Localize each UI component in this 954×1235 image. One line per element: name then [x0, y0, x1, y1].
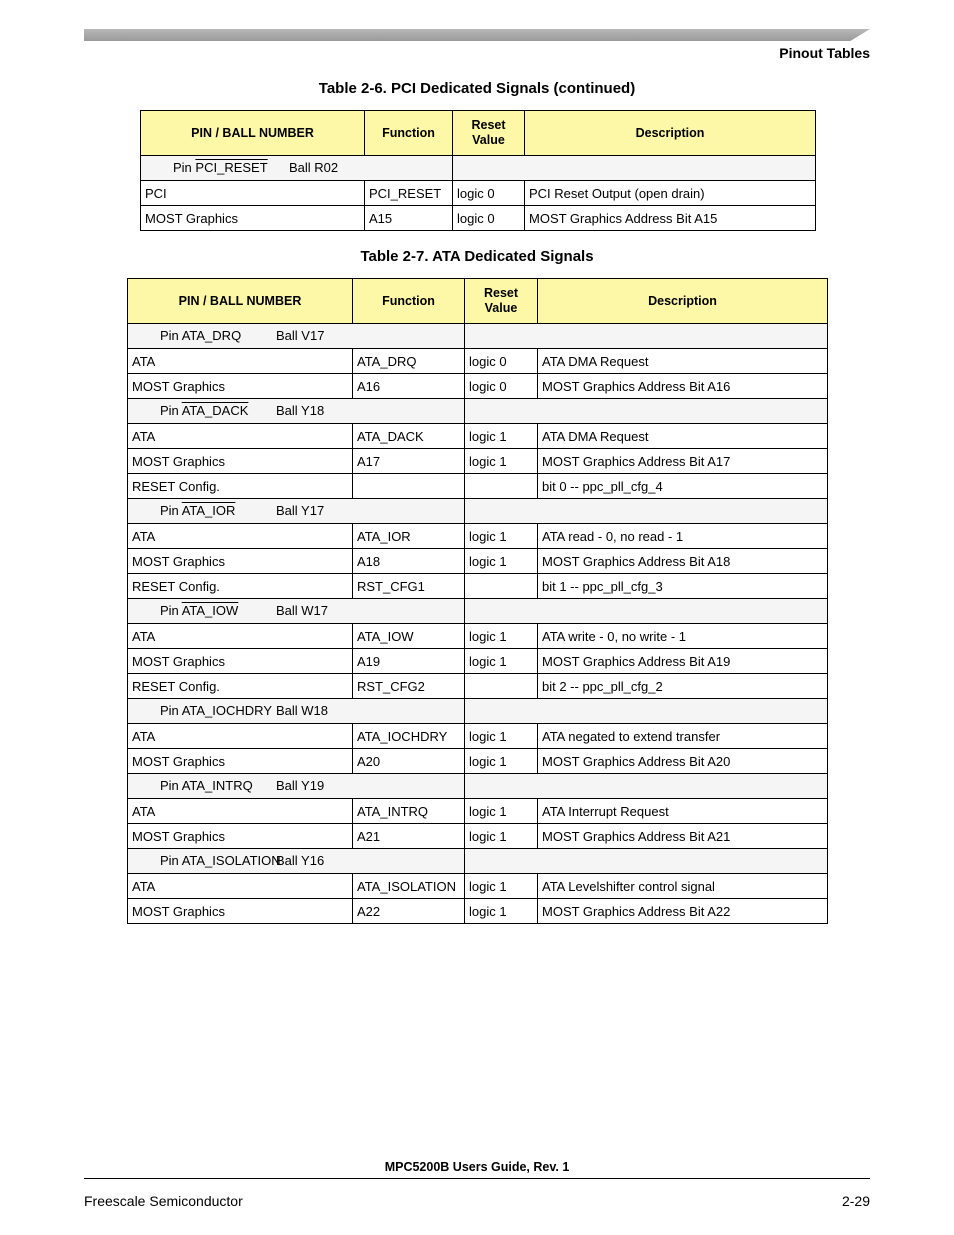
pin-row [128, 599, 828, 624]
cell-function: ATA_INTRQ [353, 799, 465, 824]
pin-row-blank [453, 156, 816, 181]
pin-name: PCI_RESET [195, 160, 268, 175]
ball-number: Ball R02 [289, 160, 339, 175]
cell-description: bit 0 -- ppc_pll_cfg_4 [538, 474, 828, 499]
ball-number: Ball Y16 [276, 853, 325, 868]
cell-description: MOST Graphics Address Bit A20 [538, 749, 828, 774]
cell-pin: MOST Graphics [141, 206, 365, 231]
table-row [128, 874, 828, 899]
cell-reset: logic 1 [465, 824, 538, 849]
cell-pin: ATA [128, 874, 353, 899]
pin-ball-cell [128, 699, 465, 724]
cell-pin: MOST Graphics [128, 899, 353, 924]
pin-ball-cell [128, 499, 465, 524]
col-header-reset: Reset Value [465, 279, 538, 324]
col-header-function: Function [365, 111, 453, 156]
table-row [128, 799, 828, 824]
header-rule [84, 29, 870, 41]
pin-row-blank [465, 499, 828, 524]
cell-description: bit 2 -- ppc_pll_cfg_2 [538, 674, 828, 699]
pin-prefix: Pin [160, 403, 179, 418]
cell-pin: MOST Graphics [128, 449, 353, 474]
cell-reset: logic 0 [465, 374, 538, 399]
pin-row [128, 699, 828, 724]
cell-pin: ATA [128, 524, 353, 549]
cell-description: ATA write - 0, no write - 1 [538, 624, 828, 649]
pin-row [141, 156, 816, 181]
pin-ball-cell [141, 156, 453, 181]
cell-function: A22 [353, 899, 465, 924]
cell-reset: logic 0 [465, 349, 538, 374]
document-title: MPC5200B Users Guide, Rev. 1 [384, 1160, 570, 1174]
ball-number: Ball Y17 [276, 503, 325, 518]
pin-row-blank [465, 774, 828, 799]
pci-signals-table [140, 110, 816, 231]
pin-name: ATA_ISOLATION [181, 853, 281, 868]
col-header-function: Function [353, 279, 465, 324]
col-header-pin: PIN / BALL NUMBER [128, 279, 353, 324]
cell-pin: PCI [141, 181, 365, 206]
cell-reset: logic 1 [465, 449, 538, 474]
pin-row-blank [465, 324, 828, 349]
company-name: Freescale Semiconductor [84, 1193, 243, 1209]
ball-number: Ball Y18 [276, 403, 325, 418]
col-header-reset: Reset Value [453, 111, 525, 156]
table6-title: Table 2-6. PCI Dedicated Signals (continued) [318, 80, 636, 97]
cell-pin: MOST Graphics [128, 824, 353, 849]
pin-row [128, 399, 828, 424]
table-row [128, 424, 828, 449]
cell-function: ATA_IOR [353, 524, 465, 549]
pin-prefix: Pin [160, 703, 179, 718]
table-row [128, 349, 828, 374]
pin-label [173, 160, 268, 175]
table-row [128, 449, 828, 474]
cell-description: PCI Reset Output (open drain) [525, 181, 816, 206]
cell-reset: logic 1 [465, 624, 538, 649]
pin-row [128, 324, 828, 349]
pin-row-blank [465, 849, 828, 874]
cell-reset: logic 1 [465, 649, 538, 674]
ball-number: Ball W18 [276, 703, 329, 718]
cell-function: ATA_IOW [353, 624, 465, 649]
cell-reset [465, 674, 538, 699]
pin-name: ATA_IOR [181, 503, 236, 518]
pin-label [160, 503, 235, 518]
cell-description: MOST Graphics Address Bit A15 [525, 206, 816, 231]
table7-title: Table 2-7. ATA Dedicated Signals [360, 248, 594, 265]
cell-function: A20 [353, 749, 465, 774]
col-header-description: Description [538, 279, 828, 324]
cell-description: MOST Graphics Address Bit A18 [538, 549, 828, 574]
cell-pin: MOST Graphics [128, 549, 353, 574]
cell-function: A18 [353, 549, 465, 574]
table-row [128, 474, 828, 499]
pin-ball-cell [128, 849, 465, 874]
table-row [128, 824, 828, 849]
pin-name: ATA_IOCHDRY [181, 703, 272, 718]
cell-reset: logic 1 [465, 899, 538, 924]
footer-rule [84, 1178, 870, 1179]
cell-function: ATA_DACK [353, 424, 465, 449]
pin-label [160, 853, 281, 868]
pin-row-blank [465, 599, 828, 624]
table-row [128, 624, 828, 649]
cell-function: ATA_DRQ [353, 349, 465, 374]
pin-prefix: Pin [173, 160, 192, 175]
pin-ball-cell [128, 599, 465, 624]
cell-reset: logic 1 [465, 424, 538, 449]
cell-pin: ATA [128, 624, 353, 649]
cell-pin: ATA [128, 799, 353, 824]
cell-pin: ATA [128, 724, 353, 749]
cell-description: MOST Graphics Address Bit A16 [538, 374, 828, 399]
pin-name: ATA_INTRQ [181, 778, 253, 793]
cell-function: RST_CFG1 [353, 574, 465, 599]
pin-prefix: Pin [160, 853, 179, 868]
cell-description: MOST Graphics Address Bit A17 [538, 449, 828, 474]
cell-description: ATA Levelshifter control signal [538, 874, 828, 899]
table-row [128, 899, 828, 924]
table-row [141, 206, 816, 231]
table-row [128, 749, 828, 774]
cell-reset: logic 0 [453, 181, 525, 206]
cell-pin: MOST Graphics [128, 374, 353, 399]
cell-pin: RESET Config. [128, 674, 353, 699]
cell-pin: MOST Graphics [128, 649, 353, 674]
cell-reset: logic 1 [465, 749, 538, 774]
pin-prefix: Pin [160, 603, 179, 618]
cell-function: ATA_IOCHDRY [353, 724, 465, 749]
table-row [141, 181, 816, 206]
cell-description: ATA Interrupt Request [538, 799, 828, 824]
cell-description: MOST Graphics Address Bit A22 [538, 899, 828, 924]
cell-description: bit 1 -- ppc_pll_cfg_3 [538, 574, 828, 599]
cell-description: ATA DMA Request [538, 349, 828, 374]
pin-row-blank [465, 399, 828, 424]
cell-reset: logic 1 [465, 524, 538, 549]
col-header-description: Description [525, 111, 816, 156]
cell-description: MOST Graphics Address Bit A19 [538, 649, 828, 674]
table-row [128, 724, 828, 749]
cell-function: A17 [353, 449, 465, 474]
pin-prefix: Pin [160, 503, 179, 518]
pin-label [160, 403, 248, 418]
pin-prefix: Pin [160, 328, 179, 343]
cell-function: RST_CFG2 [353, 674, 465, 699]
pin-name: ATA_IOW [181, 603, 239, 618]
cell-reset: logic 1 [465, 799, 538, 824]
cell-reset [465, 474, 538, 499]
cell-function: PCI_RESET [365, 181, 453, 206]
cell-function: A21 [353, 824, 465, 849]
cell-pin: ATA [128, 424, 353, 449]
running-head: Pinout Tables [779, 45, 870, 61]
cell-pin: RESET Config. [128, 574, 353, 599]
pin-name: ATA_DACK [181, 403, 249, 418]
cell-description: ATA negated to extend transfer [538, 724, 828, 749]
cell-function: ATA_ISOLATION [353, 874, 465, 899]
table-row [128, 549, 828, 574]
cell-pin: ATA [128, 349, 353, 374]
pin-prefix: Pin [160, 778, 179, 793]
page-number: 2-29 [841, 1193, 870, 1209]
cell-function: A16 [353, 374, 465, 399]
cell-description: ATA DMA Request [538, 424, 828, 449]
cell-pin: RESET Config. [128, 474, 353, 499]
cell-reset: logic 1 [465, 874, 538, 899]
pin-row [128, 849, 828, 874]
col-header-pin: PIN / BALL NUMBER [141, 111, 365, 156]
table-row [128, 524, 828, 549]
pin-row [128, 499, 828, 524]
pin-ball-cell [128, 399, 465, 424]
cell-function: A19 [353, 649, 465, 674]
cell-reset: logic 1 [465, 549, 538, 574]
pin-row-blank [465, 699, 828, 724]
ball-number: Ball V17 [276, 328, 325, 343]
pin-row [128, 774, 828, 799]
table-row [128, 374, 828, 399]
cell-description: ATA read - 0, no read - 1 [538, 524, 828, 549]
cell-reset: logic 1 [465, 724, 538, 749]
cell-function: A15 [365, 206, 453, 231]
ball-number: Ball Y19 [276, 778, 325, 793]
pin-label [160, 603, 238, 618]
table-row [128, 574, 828, 599]
cell-reset: logic 0 [453, 206, 525, 231]
pin-label [160, 328, 241, 343]
cell-pin: MOST Graphics [128, 749, 353, 774]
table-row [128, 649, 828, 674]
cell-function [353, 474, 465, 499]
pin-label [160, 703, 272, 718]
ball-number: Ball W17 [276, 603, 329, 618]
pin-label [160, 778, 253, 793]
cell-description: MOST Graphics Address Bit A21 [538, 824, 828, 849]
pin-name: ATA_DRQ [181, 328, 242, 343]
pin-ball-cell [128, 324, 465, 349]
ata-signals-table [127, 278, 828, 924]
table-row [128, 674, 828, 699]
cell-reset [465, 574, 538, 599]
pin-ball-cell [128, 774, 465, 799]
